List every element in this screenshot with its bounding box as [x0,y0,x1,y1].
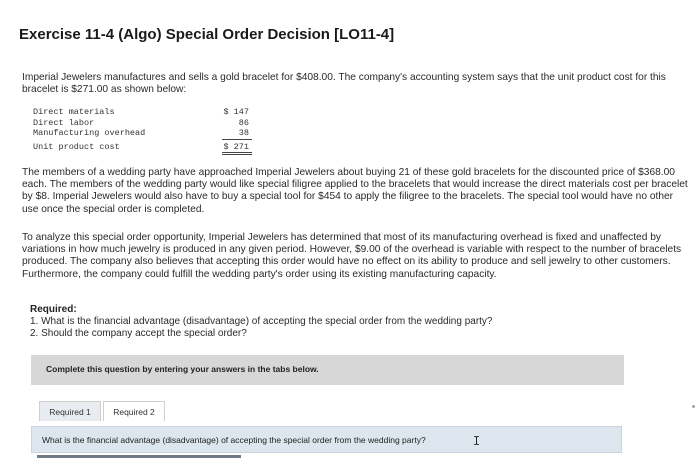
instructions-banner [31,355,624,385]
scroll-dot [692,405,695,408]
required-heading: Required: [30,304,77,315]
question-text: What is the financial advantage (disadvantage) of accepting the special order from the wedding party? [42,435,426,445]
total-double-rule [222,152,252,153]
answer-input-bar[interactable] [37,455,241,458]
cost-label: Manufacturing overhead [33,128,146,138]
cost-value: $ 271 [223,141,249,152]
cost-value: 86 [238,117,249,128]
required-item: 1. What is the financial advantage (disadvantage) of accepting the special order from the wedding party? [30,316,493,327]
cost-label: Direct materials [33,107,115,117]
cost-label: Unit product cost [33,141,120,152]
cost-value: 38 [238,128,249,138]
required-item: 2. Should the company accept the special order? [30,328,247,339]
exercise-title: Exercise 11-4 (Algo) Special Order Decision [LO11-4] [19,26,395,43]
subtotal-rule [222,139,252,140]
cost-value: $ 147 [223,107,249,117]
intro-paragraph: Imperial Jewelers manufactures and sells a gold bracelet for $408.00. The company's accounting system says that the unit product cost for this bracelet is $271.00 as shown below: [22,72,666,96]
total-double-rule [222,154,252,155]
wedding-party-paragraph: The members of a wedding party have approached Imperial Jewelers about buying 21 of these gold bracelets for the discounted price of $368.00 each. The members of the wedding party would like special filigree applied to the bracelets that would increase the direct materials cost per bracelet by $8. Imperial Jewelers would also have to buy a special tool for $454 to apply the filigree to the bracelets. The special tool would have no other use once the special order is completed. [22,167,688,215]
instructions-text: Complete this question by entering your answers in the tabs below. [46,364,319,374]
cost-label: Direct labor [33,117,95,128]
question-panel [31,426,622,453]
text-cursor-icon [474,436,479,445]
tab-required-2[interactable]: Required 2 [103,401,165,421]
tab-required-1[interactable]: Required 1 [39,401,101,421]
analysis-paragraph: To analyze this special order opportunity, Imperial Jewelers has determined that most of its manufacturing overhead is fixed and unaffected by variations in how much jewelry is produced in any given period. However, $9.00 of the overhead is variable with respect to the number of bracelets produced. The company also believes that accepting this order would have no effect on its ability to produce and sell jewelry to other customers. Furthermore, the company could fulfill the wedding party's order using its existing manufacturing capacity. [22,232,682,280]
